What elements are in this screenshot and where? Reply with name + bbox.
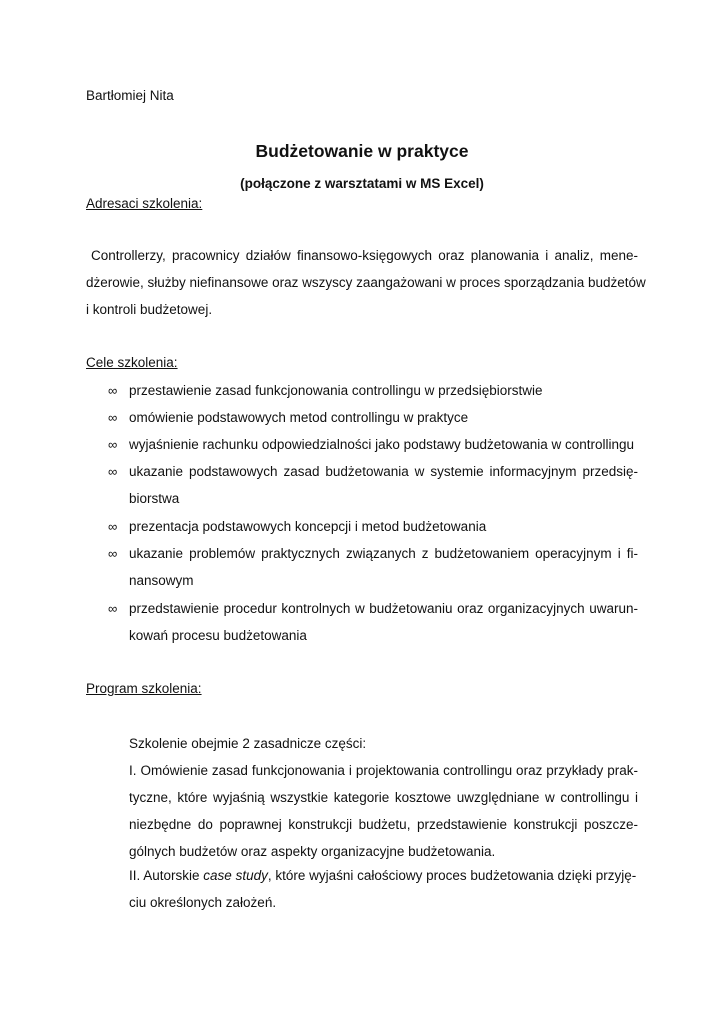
bullet-icon: ∞: [108, 601, 118, 616]
adresaci-heading: Adresaci szkolenia:: [86, 196, 203, 211]
program-part2-line2: ciu określonych założeń.: [129, 895, 277, 910]
cele-heading: Cele szkolenia:: [86, 355, 178, 370]
program-part1-line: I. Omówienie zasad funkcjonowania i projektowania controllingu oraz przykłady prak-: [129, 763, 638, 778]
bullet-icon: ∞: [108, 546, 118, 561]
program-part2-italic: case study: [203, 868, 268, 883]
program-part1-line: gólnych budżetów oraz aspekty organizacyjne budżetowania.: [129, 844, 496, 859]
bullet-icon: ∞: [108, 519, 118, 534]
program-part2-prefix: II. Autorskie: [129, 868, 204, 883]
list-item-text: ukazanie problemów praktycznych związanych z budżetowaniem operacyjnym i fi-: [129, 546, 638, 561]
list-item-text: prezentacja podstawowych koncepcji i metod budżetowania: [129, 519, 487, 534]
program-part2-suffix: , które wyjaśni całościowy proces budżetowania dzięki przyję-: [267, 868, 637, 883]
program-heading: Program szkolenia:: [86, 681, 202, 696]
document-title: Budżetowanie w praktyce: [255, 141, 469, 161]
adresaci-line: Controllerzy, pracownicy działów finansowo-księgowych oraz planowania i analiz, mene-: [91, 248, 638, 263]
list-item-text: wyjaśnienie rachunku odpowiedzialności jako podstawy budżetowania w controllingu: [129, 437, 635, 452]
bullet-icon: ∞: [108, 383, 118, 398]
bullet-icon: ∞: [108, 437, 118, 452]
list-item-text-continued: nansowym: [129, 573, 194, 588]
program-part1-line: tyczne, które wyjaśnią wszystkie kategorie kosztowe uwzględniane w controllingu i: [129, 790, 638, 805]
program-part2-line: [129, 868, 638, 883]
document-subtitle: (połączone z warsztatami w MS Excel): [240, 176, 484, 191]
bullet-icon: ∞: [108, 464, 118, 479]
list-item-text-continued: kowań procesu budżetowania: [129, 628, 307, 643]
program-intro: Szkolenie obejmie 2 zasadnicze części:: [129, 736, 367, 751]
program-part1-line: niezbędne do poprawnej konstrukcji budżetu, przedstawienie konstrukcji poszcze-: [129, 817, 638, 832]
list-item-text: ukazanie podstawowych zasad budżetowania w systemie informacyjnym przedsię-: [129, 464, 638, 479]
author-name: Bartłomiej Nita: [86, 88, 174, 103]
adresaci-line: i kontroli budżetowej.: [86, 302, 213, 317]
list-item-text-continued: biorstwa: [129, 491, 180, 506]
list-item-text: omówienie podstawowych metod controllingu w praktyce: [129, 410, 469, 425]
bullet-icon: ∞: [108, 410, 118, 425]
adresaci-line: dżerowie, służby niefinansowe oraz wszyscy zaangażowani w proces sporządzania budżetów: [86, 275, 646, 290]
list-item-text: przestawienie zasad funkcjonowania controllingu w przedsiębiorstwie: [129, 383, 543, 398]
list-item-text: przedstawienie procedur kontrolnych w budżetowaniu oraz organizacyjnych uwarun-: [129, 601, 638, 616]
